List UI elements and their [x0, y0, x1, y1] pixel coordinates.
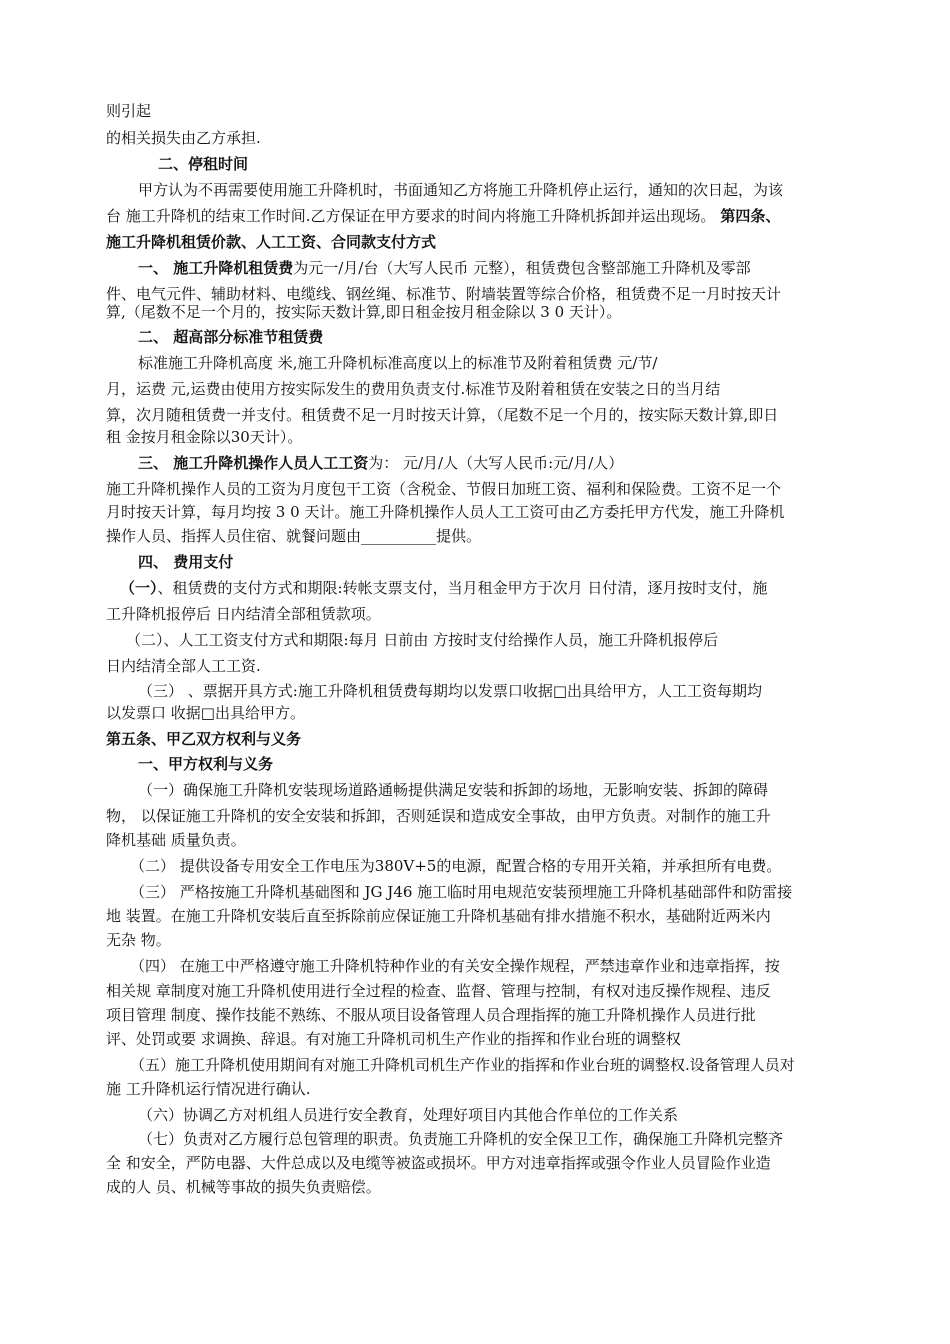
text-run: 为： 元/月/人（大写人民币:元/月/人） — [368, 454, 624, 472]
section-heading: 一、甲方权利与义务 — [138, 755, 274, 773]
text-line: 的相关损失由乙方承担. — [106, 129, 261, 147]
article-heading: 第五条、甲乙双方权利与义务 — [106, 730, 302, 748]
text-line — [120, 577, 900, 599]
text-line: 甲方认为不再需要使用施工升降机时，书面通知乙方将施工升降机停止运行，通知的次日起，为该 — [138, 181, 784, 199]
text-line: 相关规 章制度对施工升降机使用进行全过程的检查、监督、管理与控制，有权对违反操作规程、违反 — [106, 982, 771, 1000]
text-line: 全 和安全，严防电器、大件总成以及电缆等被盗或损坏。甲方对违章指挥或强令作业人员冒险作业造 — [106, 1154, 771, 1172]
item-heading: 三、 施工升降机操作人员人工工资 — [138, 454, 369, 472]
text-line: 施 工升降机运行情况进行确认. — [106, 1080, 311, 1098]
article-heading: 第四条、 — [720, 207, 781, 225]
text-line — [138, 452, 918, 474]
text-line: 物， 以保证施工升降机的安全安装和拆卸，否则延误和造成安全事故，由甲方负责。对制作的施工升 — [106, 807, 771, 825]
text-line: （三） 严格按施工升降机基础图和 JG J46 施工临时用电规范安装预埋施工升降机基础部件和防雷接 — [130, 883, 793, 901]
text-line: 施工升降机操作人员的工资为月度包干工资（含税金、节假日加班工资、福利和保险费。工资不足一个 — [106, 480, 782, 498]
text-line: 项目管理 制度、操作技能不熟练、不服从项目设备管理人员合理指挥的施工升降机操作人员进行批 — [106, 1006, 756, 1024]
text-line: 成的人 员、机械等事故的损失负责赔偿。 — [106, 1178, 381, 1196]
text-run: 、租赁费的支付方式和期限:转帐支票支付，当月租金甲方于次月 日付清，逐月按时支付，施 — [157, 579, 768, 597]
text-run: 台 施工升降机的结束工作时间.乙方保证在甲方要求的时间内将施工升降机拆卸并运出现场。 — [106, 207, 721, 225]
text-line: （六）协调乙方对机组人员进行安全教育，处理好项目内其他合作单位的工作关系 — [138, 1106, 679, 1124]
text-line: 算,（尾数不足一个月的，按实际天数计算,即日租金按月租金除以 3 0 天计）。 — [106, 303, 622, 321]
text-line: （二）、人工工资支付方式和期限:每月 日前由 方按时支付给操作人员，施工升降机报停后 — [126, 631, 719, 649]
text-line: （五）施工升降机使用期间有对施工升降机司机生产作业的指挥和作业台班的调整权.设备管理人员对 — [130, 1056, 795, 1074]
text-line: 算，次月随租赁费一并支付。租赁费不足一月时按天计算，（尾数不足一个月的，按实际天数计算,即日 — [106, 406, 779, 424]
text-line — [106, 205, 886, 227]
article-heading: 施工升降机租赁价款、人工工资、合同款支付方式 — [106, 233, 437, 251]
text-line: 评、处罚或要 求调换、辞退。有对施工升降机司机生产作业的指挥和作业台班的调整权 — [106, 1030, 681, 1048]
text-line — [138, 257, 918, 279]
item-heading: 二、 超高部分标准节租赁费 — [138, 328, 324, 346]
item-heading: 一、 施工升降机租赁费 — [138, 259, 294, 277]
text-run: 为元一/月/台（大写人民币 元整），租赁费包含整部施工升降机及零部 — [293, 259, 751, 277]
text-line: 工升降机报停后 日内结清全部租赁款项。 — [106, 605, 381, 623]
item-number: （一） — [120, 579, 158, 597]
text-line: 无杂 物。 — [106, 931, 171, 949]
text-line: 则引起 — [106, 102, 152, 120]
text-line: （七）负责对乙方履行总包管理的职责。负责施工升降机的安全保卫工作，确保施工升降机完整齐 — [138, 1130, 784, 1148]
text-line: 月时按天计算，每月均按 3 0 天计。施工升降机操作人员人工工资可由乙方委托甲方代发，施工升降机 — [106, 503, 785, 521]
text-line: 降机基础 质量负责。 — [106, 831, 246, 849]
text-line: 日内结清全部人工工资. — [106, 657, 261, 675]
text-line: （三） 、票据开具方式:施工升降机租赁费每期均以发票口收据□出具给甲方，人工工资每期均 — [138, 682, 762, 700]
text-line: 标准施工升降机高度 米,施工升降机标准高度以上的标准节及附着租赁费 元/节/ — [138, 354, 658, 372]
item-heading: 四、 费用支付 — [138, 553, 234, 571]
text-line: 租 金按月租金除以30天计）。 — [106, 428, 303, 446]
text-line: 月，运费 元,运费由使用方按实际发生的费用负责支付.标准节及附着租赁在安装之日的当月结 — [106, 380, 721, 398]
text-line: 以发票口 收据□出具给甲方。 — [106, 704, 305, 722]
text-line: （二） 提供设备专用安全工作电压为380V+5的电源，配置合格的专用开关箱，并承担所有电费。 — [130, 857, 782, 875]
text-line: （一）确保施工升降机安装现场道路通畅提供满足安装和拆卸的场地，无影响安装、拆卸的障碍 — [138, 781, 769, 799]
text-line: （四） 在施工中严格遵守施工升降机特种作业的有关安全操作规程，严禁违章作业和违章指挥，按 — [130, 957, 780, 975]
section-heading: 二、停租时间 — [158, 155, 249, 173]
text-line: 操作人员、指挥人员住宿、就餐问题由__________提供。 — [106, 527, 482, 545]
text-line: 地 装置。在施工升降机安装后直至拆除前应保证施工升降机基础有排水措施不积水，基础附近两米内 — [106, 907, 771, 925]
text-line: 件、电气元件、辅助材料、电缆线、钢丝绳、标准节、附墙装置等综合价格，租赁费不足一月时按天计 — [106, 285, 782, 303]
